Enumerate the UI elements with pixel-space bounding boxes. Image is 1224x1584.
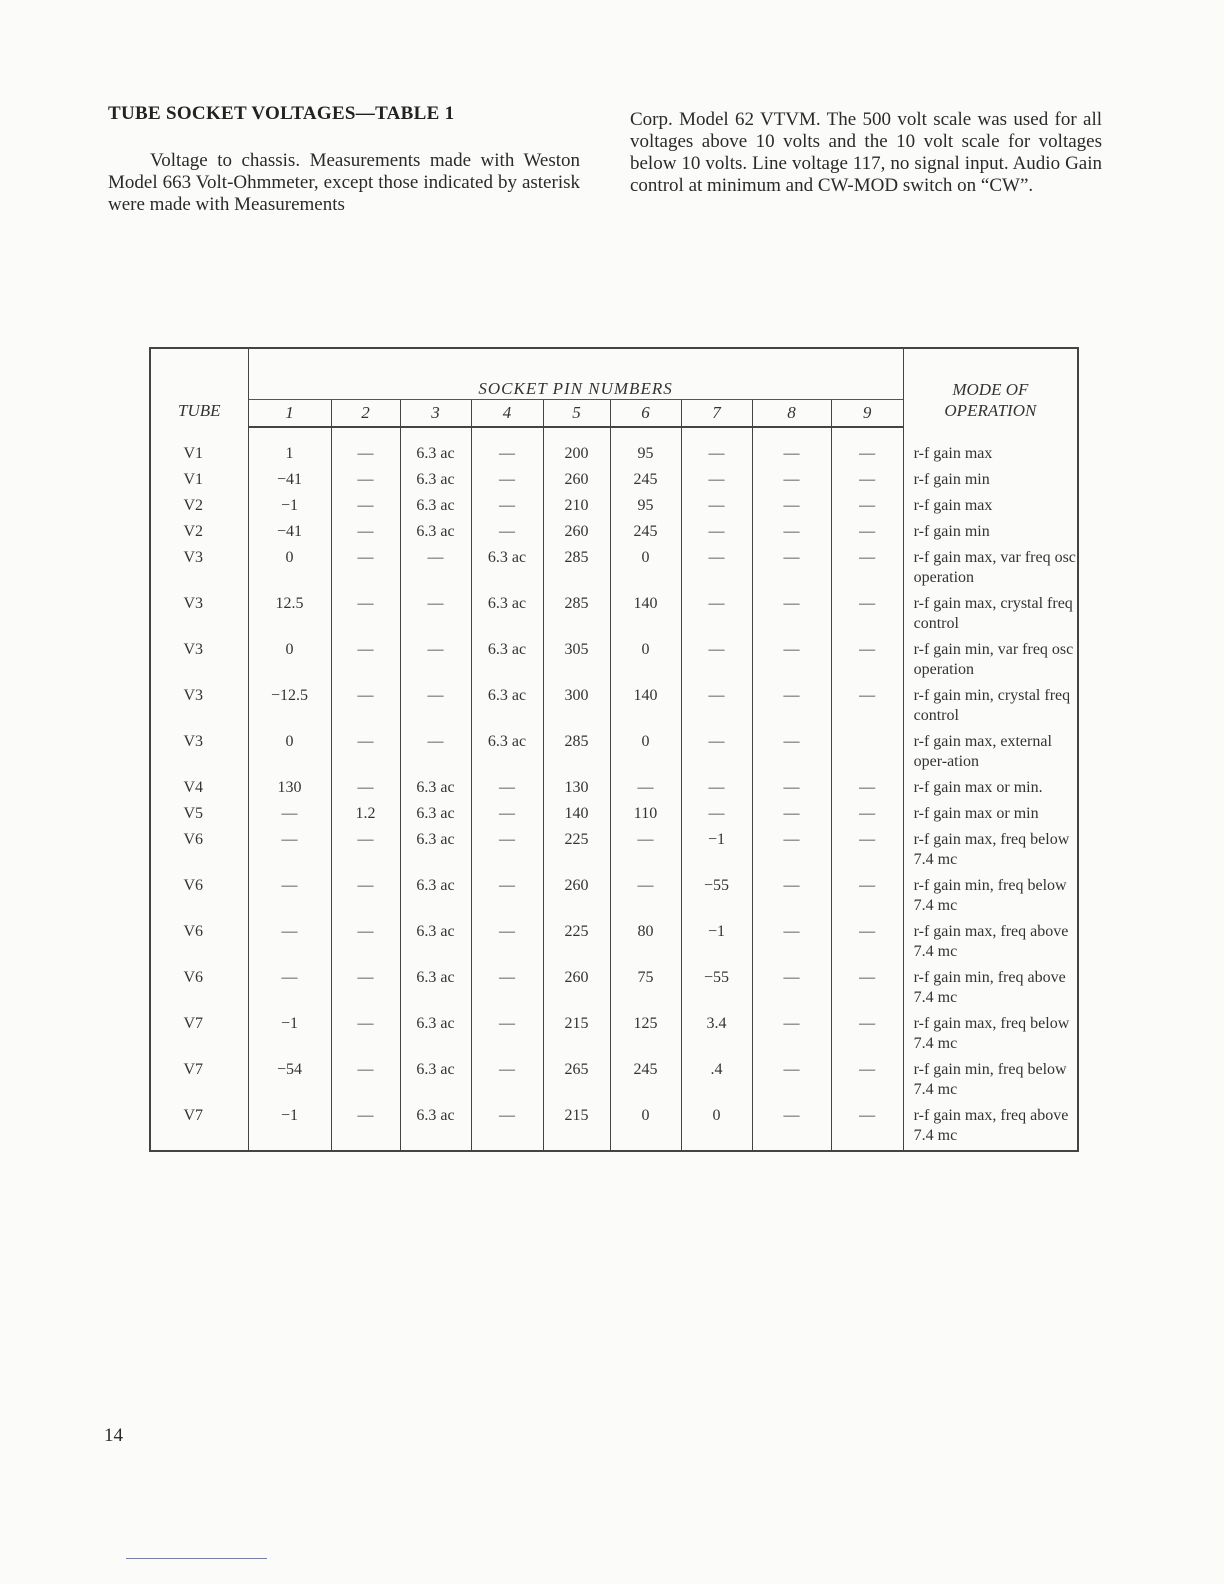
table-row	[150, 966, 1078, 1012]
pin-9-cell: —	[831, 966, 903, 1012]
pin-3-cell: —	[400, 638, 471, 684]
pin-3-cell: 6.3 ac	[400, 442, 471, 468]
pin-8-cell: —	[752, 494, 831, 520]
pin-4-cell: —	[471, 1104, 543, 1151]
footer-rule	[126, 1558, 267, 1559]
pin-6-cell: 0	[610, 730, 681, 776]
pin-2-cell: —	[331, 442, 400, 468]
pin-2-cell: —	[331, 966, 400, 1012]
pin-4-cell: —	[471, 776, 543, 802]
pin-6-cell: 80	[610, 920, 681, 966]
pin-1-cell: −1	[248, 1012, 331, 1058]
table-row	[150, 468, 1078, 494]
pin-8-cell: —	[752, 920, 831, 966]
pin-header: 5	[543, 400, 610, 428]
pin-4-cell: —	[471, 966, 543, 1012]
pin-2-cell: —	[331, 684, 400, 730]
pin-6-cell: 75	[610, 966, 681, 1012]
tube-cell: V7	[183, 1015, 204, 1032]
pin-7-cell: —	[681, 546, 752, 592]
pin-8-cell: —	[752, 1012, 831, 1058]
pin-7-cell: —	[681, 684, 752, 730]
mode-cell: r-f gain min, crystal freq control	[903, 684, 1078, 730]
pin-7-cell: —	[681, 494, 752, 520]
table-row	[150, 802, 1078, 828]
pin-6-cell: 125	[610, 1012, 681, 1058]
pin-1-cell: —	[248, 966, 331, 1012]
pin-4-cell: 6.3 ac	[471, 684, 543, 730]
table-row	[150, 520, 1078, 546]
tube-cell: V7	[183, 1107, 204, 1124]
tube-cell: V3	[183, 595, 204, 612]
table-row	[150, 730, 1078, 776]
tube-cell: V3	[183, 549, 204, 566]
pin-7-cell: —	[681, 776, 752, 802]
pin-3-cell: 6.3 ac	[400, 874, 471, 920]
pin-1-cell: −54	[248, 1058, 331, 1104]
pin-4-cell: —	[471, 494, 543, 520]
pin-9-cell: —	[831, 1058, 903, 1104]
pin-8-cell: —	[752, 966, 831, 1012]
pin-6-cell: —	[610, 828, 681, 874]
pin-9-cell: —	[831, 546, 903, 592]
table-row	[150, 1058, 1078, 1104]
pin-3-cell: 6.3 ac	[400, 1012, 471, 1058]
pin-5-cell: 265	[543, 1058, 610, 1104]
pin-7-cell: —	[681, 638, 752, 684]
pin-6-cell: 0	[610, 546, 681, 592]
pin-2-cell: —	[331, 494, 400, 520]
pin-9-cell: —	[831, 776, 903, 802]
pin-5-cell: 300	[543, 684, 610, 730]
pin-1-cell: −12.5	[248, 684, 331, 730]
pin-6-cell: 0	[610, 638, 681, 684]
pin-7-cell: −55	[681, 966, 752, 1012]
pin-4-cell: —	[471, 468, 543, 494]
tube-cell: V2	[183, 497, 204, 514]
tube-cell: V3	[183, 687, 204, 704]
pin-2-cell: —	[331, 730, 400, 776]
mode-cell: r-f gain max, freq above 7.4 mc	[903, 1104, 1078, 1151]
intro-text-right	[630, 109, 1102, 197]
pin-8-cell: —	[752, 442, 831, 468]
pin-5-cell: 130	[543, 776, 610, 802]
pin-1-cell: —	[248, 802, 331, 828]
pin-1-cell: 1	[248, 442, 331, 468]
tube-cell: V4	[183, 779, 204, 796]
pin-3-cell: 6.3 ac	[400, 966, 471, 1012]
table-row	[150, 442, 1078, 468]
tube-column-header: TUBE	[178, 401, 221, 420]
mode-cell: r-f gain min, freq below 7.4 mc	[903, 1058, 1078, 1104]
pin-1-cell: 0	[248, 546, 331, 592]
pin-1-cell: −1	[248, 1104, 331, 1151]
table-row	[150, 874, 1078, 920]
pin-9-cell: —	[831, 638, 903, 684]
pin-8-cell: —	[752, 592, 831, 638]
pin-6-cell: 245	[610, 1058, 681, 1104]
pin-5-cell: 285	[543, 730, 610, 776]
pin-8-cell: —	[752, 802, 831, 828]
mode-cell: r-f gain max or min.	[903, 776, 1078, 802]
table-row	[150, 1012, 1078, 1058]
pin-5-cell: 200	[543, 442, 610, 468]
pin-3-cell: 6.3 ac	[400, 1104, 471, 1151]
mode-cell: r-f gain max	[903, 494, 1078, 520]
pin-6-cell: 245	[610, 520, 681, 546]
pin-1-cell: 130	[248, 776, 331, 802]
pin-4-cell: 6.3 ac	[471, 638, 543, 684]
pin-5-cell: 260	[543, 468, 610, 494]
pin-3-cell: 6.3 ac	[400, 468, 471, 494]
mode-cell: r-f gain max, freq below 7.4 mc	[903, 1012, 1078, 1058]
mode-cell: r-f gain max	[903, 442, 1078, 468]
pin-7-cell: —	[681, 730, 752, 776]
pin-2-cell: —	[331, 1012, 400, 1058]
intro-text-left	[108, 150, 580, 216]
tube-cell: V3	[183, 641, 204, 658]
socket-pin-numbers-header: SOCKET PIN NUMBERS	[248, 348, 903, 400]
pin-2-cell: —	[331, 520, 400, 546]
pin-5-cell: 260	[543, 966, 610, 1012]
pin-6-cell: —	[610, 874, 681, 920]
intro-paragraph-right: Corp. Model 62 VTVM. The 500 volt scale was used for all voltages above 10 volts and the 10 volt scale for voltages below 10 volts. Line voltage 117, no signal input. Audio Gain control at minimum and CW-MOD switch on “CW”.	[630, 109, 1102, 196]
pin-7-cell: —	[681, 442, 752, 468]
pin-header: 2	[331, 400, 400, 428]
mode-of-operation-header	[903, 348, 1078, 427]
pin-2-cell: —	[331, 776, 400, 802]
pin-7-cell: −1	[681, 828, 752, 874]
pin-5-cell: 285	[543, 592, 610, 638]
pin-4-cell: —	[471, 874, 543, 920]
pin-6-cell: —	[610, 776, 681, 802]
pin-header: 9	[831, 400, 903, 428]
pin-9-cell: —	[831, 592, 903, 638]
pin-3-cell: 6.3 ac	[400, 828, 471, 874]
pin-8-cell: —	[752, 730, 831, 776]
pin-4-cell: —	[471, 520, 543, 546]
pin-9-cell: —	[831, 442, 903, 468]
pin-3-cell: 6.3 ac	[400, 920, 471, 966]
pin-2-cell: —	[331, 638, 400, 684]
pin-8-cell: —	[752, 1104, 831, 1151]
page-number: 14	[104, 1425, 123, 1446]
pin-7-cell: −55	[681, 874, 752, 920]
pin-6-cell: 140	[610, 684, 681, 730]
pin-5-cell: 285	[543, 546, 610, 592]
pin-1-cell: 12.5	[248, 592, 331, 638]
pin-4-cell: 6.3 ac	[471, 546, 543, 592]
pin-header: 3	[400, 400, 471, 428]
pin-5-cell: 225	[543, 920, 610, 966]
pin-1-cell: —	[248, 828, 331, 874]
pin-7-cell: —	[681, 520, 752, 546]
pin-4-cell: —	[471, 802, 543, 828]
pin-5-cell: 260	[543, 520, 610, 546]
pin-3-cell: 6.3 ac	[400, 776, 471, 802]
table-row	[150, 546, 1078, 592]
pin-8-cell: —	[752, 828, 831, 874]
pin-9-cell	[831, 730, 903, 776]
pin-3-cell: 6.3 ac	[400, 520, 471, 546]
table-row	[150, 828, 1078, 874]
pin-6-cell: 110	[610, 802, 681, 828]
pin-8-cell: —	[752, 638, 831, 684]
table-row	[150, 920, 1078, 966]
pin-9-cell: —	[831, 520, 903, 546]
pin-9-cell: —	[831, 1104, 903, 1151]
table-body	[150, 427, 1078, 1151]
pin-8-cell: —	[752, 874, 831, 920]
pin-2-cell: —	[331, 920, 400, 966]
pin-3-cell: —	[400, 730, 471, 776]
pin-8-cell: —	[752, 546, 831, 592]
pin-2-cell: —	[331, 1104, 400, 1151]
pin-1-cell: −1	[248, 494, 331, 520]
mode-cell: r-f gain min, var freq osc operation	[903, 638, 1078, 684]
pin-9-cell: —	[831, 802, 903, 828]
pin-6-cell: 95	[610, 494, 681, 520]
pin-4-cell: 6.3 ac	[471, 730, 543, 776]
pin-4-cell: —	[471, 1012, 543, 1058]
mode-cell: r-f gain min, freq below 7.4 mc	[903, 874, 1078, 920]
pin-3-cell: 6.3 ac	[400, 1058, 471, 1104]
table-row	[150, 684, 1078, 730]
pin-2-cell: 1.2	[331, 802, 400, 828]
pin-2-cell: —	[331, 1058, 400, 1104]
pin-8-cell: —	[752, 684, 831, 730]
pin-3-cell: —	[400, 592, 471, 638]
pin-2-cell: —	[331, 592, 400, 638]
pin-8-cell: —	[752, 468, 831, 494]
pin-8-cell: —	[752, 776, 831, 802]
mode-cell: r-f gain max, var freq osc operation	[903, 546, 1078, 592]
table-row	[150, 638, 1078, 684]
mode-cell: r-f gain min	[903, 520, 1078, 546]
pin-7-cell: —	[681, 592, 752, 638]
mode-cell: r-f gain max or min	[903, 802, 1078, 828]
pin-6-cell: 0	[610, 1104, 681, 1151]
pin-4-cell: —	[471, 828, 543, 874]
pin-5-cell: 210	[543, 494, 610, 520]
section-heading: TUBE SOCKET VOLTAGES—TABLE 1	[108, 103, 455, 124]
tube-cell: V5	[183, 805, 204, 822]
pin-2-cell: —	[331, 546, 400, 592]
pin-5-cell: 305	[543, 638, 610, 684]
pin-6-cell: 245	[610, 468, 681, 494]
spacer-row	[150, 427, 1078, 442]
pin-7-cell: .4	[681, 1058, 752, 1104]
table-row	[150, 592, 1078, 638]
table-row	[150, 1104, 1078, 1151]
pin-9-cell: —	[831, 684, 903, 730]
pin-3-cell: 6.3 ac	[400, 802, 471, 828]
tube-cell: V1	[183, 471, 204, 488]
pin-1-cell: 0	[248, 638, 331, 684]
tube-cell: V6	[183, 969, 204, 986]
pin-5-cell: 215	[543, 1012, 610, 1058]
pin-header: 4	[471, 400, 543, 428]
pin-9-cell: —	[831, 494, 903, 520]
pin-5-cell: 260	[543, 874, 610, 920]
pin-9-cell: —	[831, 874, 903, 920]
mode-cell: r-f gain min, freq above 7.4 mc	[903, 966, 1078, 1012]
pin-1-cell: −41	[248, 520, 331, 546]
pin-3-cell: —	[400, 684, 471, 730]
pin-9-cell: —	[831, 468, 903, 494]
pin-1-cell: —	[248, 874, 331, 920]
tube-cell: V7	[183, 1061, 204, 1078]
pin-header: 8	[752, 400, 831, 428]
tube-cell: V3	[183, 733, 204, 750]
pin-9-cell: —	[831, 828, 903, 874]
pin-8-cell: —	[752, 1058, 831, 1104]
tube-cell: V1	[183, 445, 204, 462]
pin-header: 1	[248, 400, 331, 428]
pin-2-cell: —	[331, 468, 400, 494]
pin-4-cell: —	[471, 442, 543, 468]
intro-paragraph-left: Voltage to chassis. Measurements made with Weston Model 663 Volt-Ohmmeter, except those indicated by asterisk were made with Measurements	[108, 150, 580, 215]
pin-2-cell: —	[331, 874, 400, 920]
pin-4-cell: 6.3 ac	[471, 592, 543, 638]
pin-4-cell: —	[471, 920, 543, 966]
mode-cell: r-f gain max, freq below 7.4 mc	[903, 828, 1078, 874]
pin-7-cell: −1	[681, 920, 752, 966]
mode-cell: r-f gain max, crystal freq control	[903, 592, 1078, 638]
tube-voltage-table	[149, 347, 1079, 1152]
pin-7-cell: 0	[681, 1104, 752, 1151]
mode-cell: r-f gain max, external oper-ation	[903, 730, 1078, 776]
pin-4-cell: —	[471, 1058, 543, 1104]
pin-9-cell: —	[831, 920, 903, 966]
pin-5-cell: 225	[543, 828, 610, 874]
pin-1-cell: —	[248, 920, 331, 966]
tube-cell: V6	[183, 923, 204, 940]
pin-1-cell: −41	[248, 468, 331, 494]
mode-header-line1: MODE OF	[952, 380, 1029, 399]
table-row	[150, 494, 1078, 520]
mode-cell: r-f gain max, freq above 7.4 mc	[903, 920, 1078, 966]
pin-5-cell: 215	[543, 1104, 610, 1151]
pin-3-cell: 6.3 ac	[400, 494, 471, 520]
pin-7-cell: —	[681, 802, 752, 828]
tube-cell: V6	[183, 877, 204, 894]
pin-1-cell: 0	[248, 730, 331, 776]
pin-header: 6	[610, 400, 681, 428]
tube-cell: V6	[183, 831, 204, 848]
pin-2-cell: —	[331, 828, 400, 874]
pin-6-cell: 95	[610, 442, 681, 468]
pin-header: 7	[681, 400, 752, 428]
pin-7-cell: —	[681, 468, 752, 494]
pin-8-cell: —	[752, 520, 831, 546]
pin-3-cell: —	[400, 546, 471, 592]
mode-header-line2: OPERATION	[944, 401, 1037, 420]
pin-7-cell: 3.4	[681, 1012, 752, 1058]
table-row	[150, 776, 1078, 802]
pin-6-cell: 140	[610, 592, 681, 638]
pin-5-cell: 140	[543, 802, 610, 828]
mode-cell: r-f gain min	[903, 468, 1078, 494]
pin-9-cell: —	[831, 1012, 903, 1058]
tube-cell: V2	[183, 523, 204, 540]
